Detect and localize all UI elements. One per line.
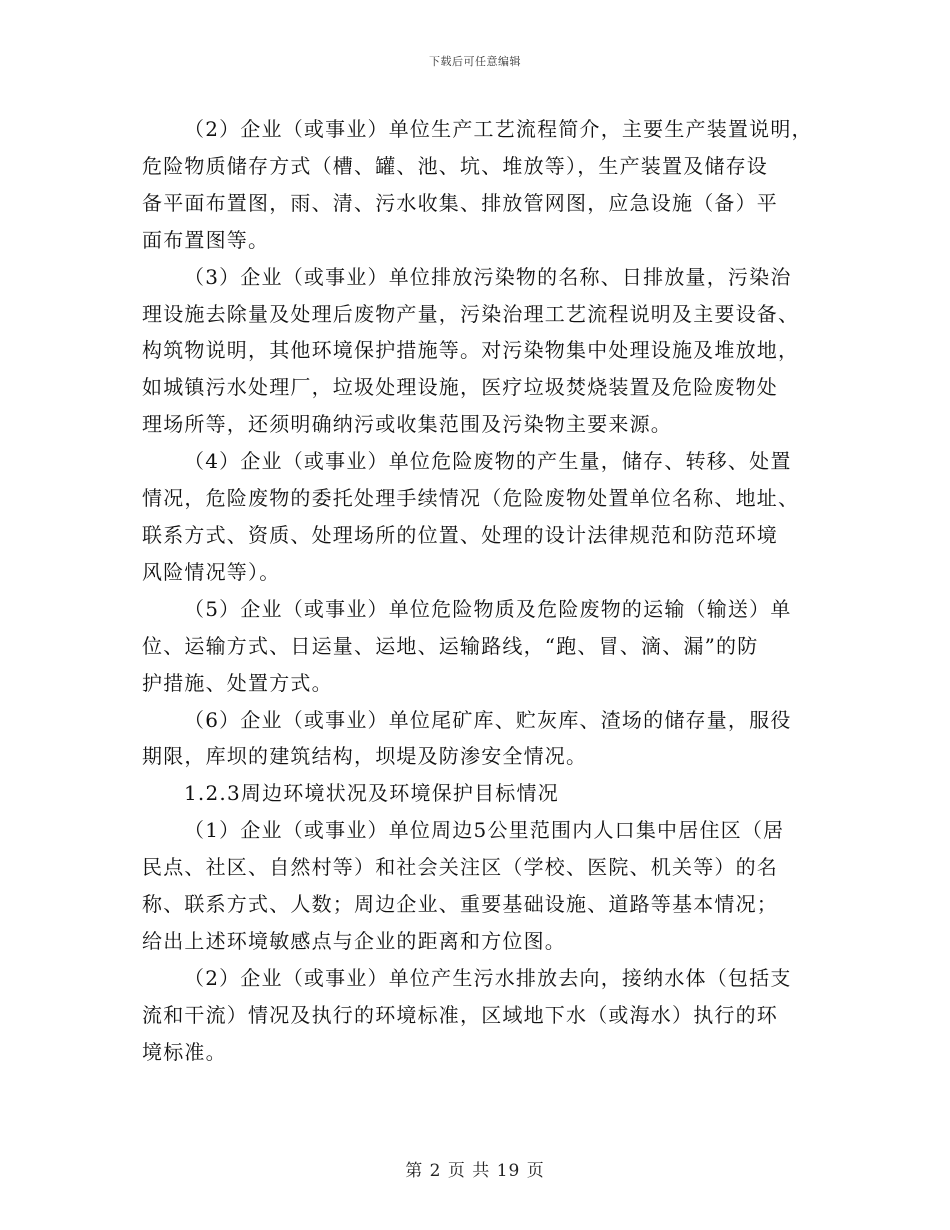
document-body bbox=[142, 111, 814, 1071]
paragraph bbox=[142, 775, 814, 812]
text-line: 构筑物说明，其他环境保护措施等。对污染物集中处理设施及堆放地， bbox=[142, 338, 800, 363]
paragraph bbox=[142, 702, 814, 776]
paragraph bbox=[142, 812, 814, 960]
text-line: 面布置图等。 bbox=[142, 227, 270, 252]
text-line: 境标准。 bbox=[142, 1039, 227, 1064]
text-line: （1）企业（或事业）单位周边5公里范围内人口集中居住区（居 bbox=[184, 818, 785, 843]
text-line: 风险情况等）。 bbox=[142, 559, 281, 584]
paragraph bbox=[142, 443, 814, 591]
text-line: 联系方式、资质、处理场所的位置、处理的设计法律规范和防范环境 bbox=[142, 522, 778, 547]
text-line: 危险物质储存方式（槽、罐、池、坑、堆放等），生产装置及储存设 bbox=[142, 153, 768, 178]
text-line: 备平面布置图，雨、清、污水收集、排放管网图，应急设施（备）平 bbox=[142, 190, 778, 215]
text-line: （4）企业（或事业）单位危险废物的产生量，储存、转移、处置 bbox=[184, 449, 792, 474]
text-line: 情况，危险废物的委托处理手续情况（危险废物处置单位名称、地址、 bbox=[142, 486, 800, 511]
text-line: 称、联系方式、人数；周边企业、重要基础设施、道路等基本情况； bbox=[142, 892, 778, 917]
text-line: 如城镇污水处理厂，垃圾处理设施，医疗垃圾焚烧装置及危险废物处 bbox=[142, 375, 778, 400]
text-line: （5）企业（或事业）单位危险物质及危险废物的运输（输送）单 bbox=[184, 596, 792, 621]
text-line: 1.2.3周边环境状况及环境保护目标情况 bbox=[184, 781, 559, 806]
paragraph bbox=[142, 111, 814, 259]
text-line: 护措施、处置方式。 bbox=[142, 670, 333, 695]
text-line: 理场所等，还须明确纳污或收集范围及污染物主要来源。 bbox=[142, 412, 672, 437]
paragraph bbox=[142, 591, 814, 702]
text-line: （2）企业（或事业）单位产生污水排放去向，接纳水体（包括支 bbox=[184, 965, 792, 990]
text-line: 给出上述环境敏感点与企业的距离和方位图。 bbox=[142, 928, 566, 953]
text-line: 理设施去除量及处理后废物产量，污染治理工艺流程说明及主要设备、 bbox=[142, 301, 800, 326]
page-number-footer: 第 2 页 共 19 页 bbox=[405, 1161, 545, 1181]
text-line: 期限，库坝的建筑结构，坝堤及防渗安全情况。 bbox=[142, 744, 588, 769]
text-line: （6）企业（或事业）单位尾矿库、贮灰库、渣场的储存量，服役 bbox=[184, 707, 792, 732]
text-line: 民点、社区、自然村等）和社会关注区（学校、医院、机关等）的名 bbox=[142, 855, 778, 880]
text-line: 位、运输方式、日运量、运地、运输路线，“跑、冒、滴、漏”的防 bbox=[142, 633, 759, 658]
paragraph bbox=[142, 259, 814, 444]
text-line: 流和干流）情况及执行的环境标准，区域地下水（或海水）执行的环 bbox=[142, 1002, 778, 1027]
text-line: （2）企业（或事业）单位生产工艺流程简介，主要生产装置说明， bbox=[184, 117, 813, 141]
paragraph bbox=[142, 960, 814, 1071]
page-header: 下载后可任意编辑 bbox=[429, 55, 521, 68]
text-line: （3）企业（或事业）单位排放污染物的名称、日排放量，污染治 bbox=[184, 264, 792, 289]
